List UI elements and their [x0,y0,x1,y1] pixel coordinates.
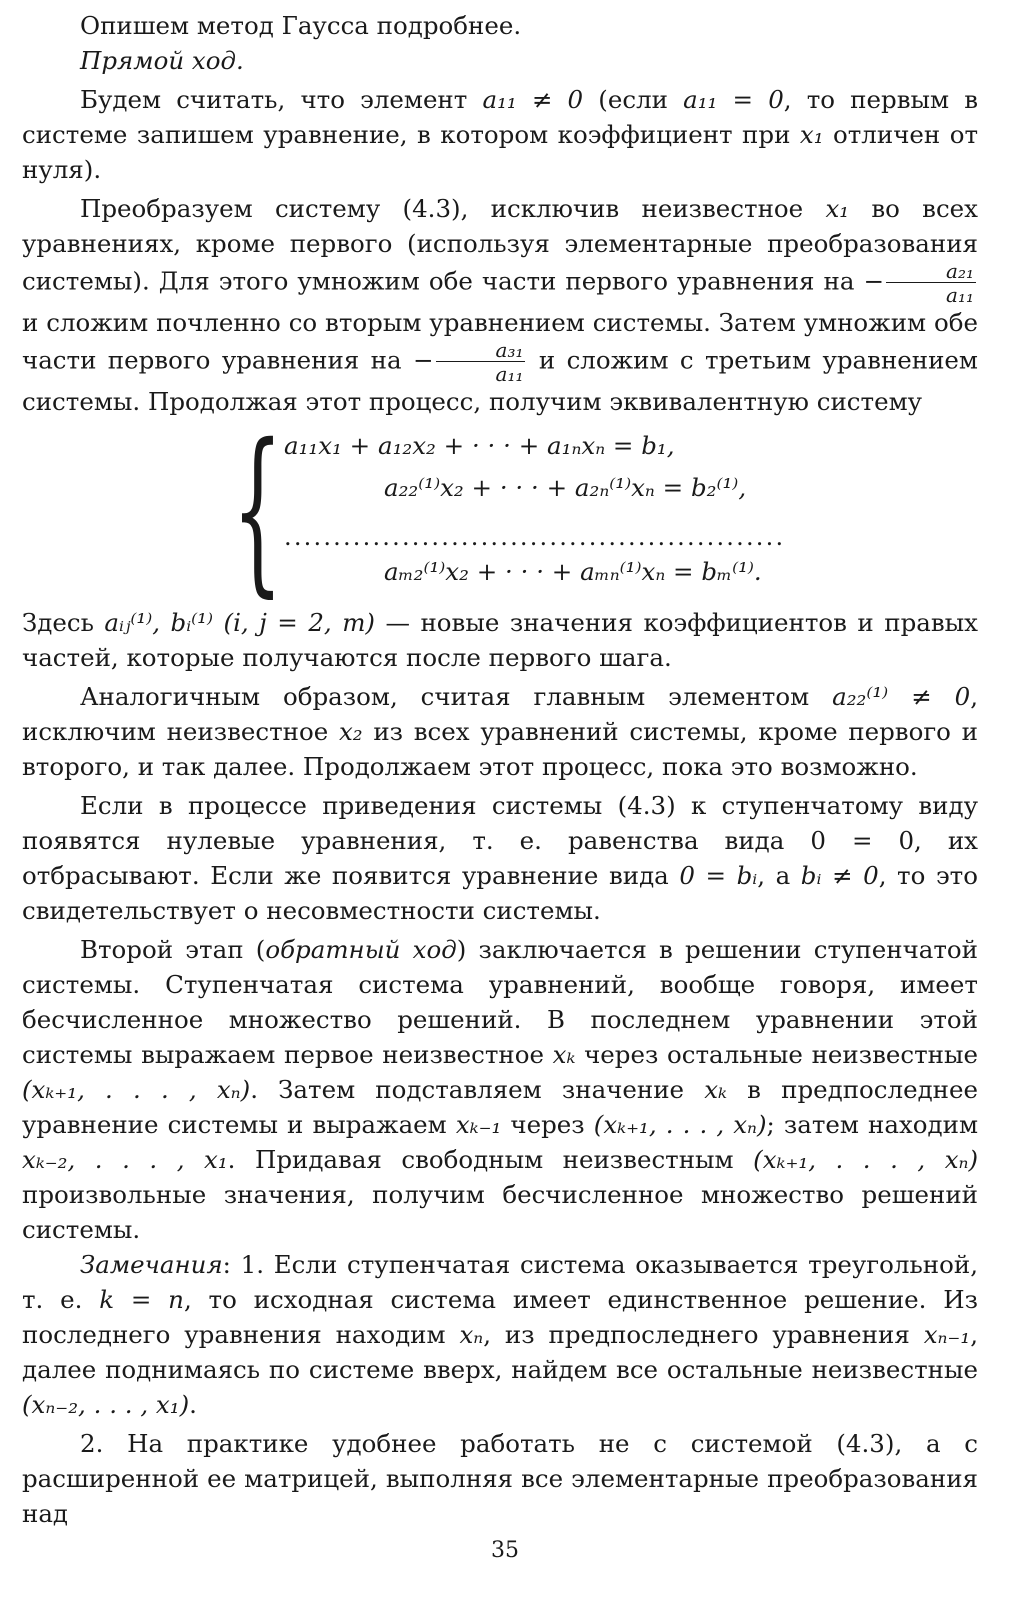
math: (xₖ₊₁, . . . , xₙ) [22,1075,251,1104]
math: xₖ [552,1040,576,1069]
paragraph-8 [22,932,978,1247]
text: Здесь [22,608,105,637]
math: a₁₁ ≠ 0 [482,85,584,114]
text: Опишем метод Гаусса подробнее. [80,11,522,40]
paragraph-intro [22,8,978,43]
math: x₁ [825,194,850,223]
math: xₙ [459,1320,484,1349]
text: , то исходная система имеет единственное решение. Из последнего уравнения находим [22,1285,978,1349]
text: из всех уравнений системы, кроме первого и второго, и так далее. Продолжаем этот процесс, пока это возможно. [22,717,978,781]
numerator: a₃₁ [436,340,526,362]
math: k = n [99,1285,184,1314]
left-brace: { [232,406,283,613]
paragraph-9 [22,1247,978,1422]
text: . [189,1390,197,1419]
paragraph-6 [22,679,978,784]
denominator: a₁₁ [946,283,974,307]
text: , исключим неизвестное [22,682,978,746]
text: и сложим почленно со вторым уравнением системы. Затем умножим обе части первого уравнения на [22,308,978,375]
equation-2: a₂₂⁽¹⁾x₂ + · · · + a₂ₙ⁽¹⁾xₙ = b₂⁽¹⁾, [384,473,747,502]
fraction-a21-a11 [886,261,976,305]
paragraph-7 [22,788,978,928]
text: (если [583,85,684,114]
text: , из предпоследнего уравнения [483,1320,924,1349]
document-page [22,8,978,1531]
math: bᵢ ≠ 0 [800,861,879,890]
math: xₙ₋₁ [923,1320,971,1349]
text: Будем считать, что элемент [80,85,483,114]
text: , далее поднимаясь по системе вверх, найдем все остальные неизвестные [22,1320,978,1384]
denominator: a₁₁ [495,362,524,386]
text: Прямой ход. [80,46,244,75]
text: в предпоследнее уравнение системы и выражаем [22,1075,978,1139]
text: : 1. Если ступенчатая система оказывается треугольной, т. е. [22,1250,978,1314]
text: через остальные неизвестные [575,1040,978,1069]
math: a₁₁ = 0 [683,85,784,114]
math: (xₙ₋₂, . . . , x₁) [22,1390,190,1419]
text: Второй этап ( [80,935,266,964]
math: xₖ₋₂, . . . , x₁ [22,1145,228,1174]
text: и сложим с третьим уравнением системы. Продолжая этот процесс, получим эквивалентную систему [22,345,978,416]
text: во всех уравнениях, кроме первого (используя элементарные преобразования системы). Для этого умножим обе части первого уравнения на [22,194,978,296]
text: . Затем подставляем значение [250,1075,705,1104]
numerator: a₂₁ [886,261,976,283]
paragraph-10 [22,1426,978,1531]
fraction-a31-a11 [436,340,526,384]
math: 0 = bᵢ [679,861,758,890]
math: x₂ [338,717,363,746]
paragraph-5 [22,605,978,675]
emphasis: Замечания [80,1250,223,1279]
math: a₂₂⁽¹⁾ ≠ 0 [832,682,971,711]
page-number: 35 [491,1538,519,1563]
math: xₖ [704,1075,727,1104]
text: 2. На практике удобнее работать не с системой (4.3), а с расширенной ее матрицей, выполняя все элементарные преобразования над [22,1429,978,1528]
text: ) заключается в решении ступенчатой системы. Ступенчатая система уравнений, вообще говоря, имеет бесчисленное множество решений. В последнем уравнении этой системы выражаем первое неизвестное [22,935,979,1069]
equation-dots: ................................................... [284,523,786,551]
text: , а [757,861,801,890]
text: Если в процессе приведения системы (4.3) к ступенчатому виду появятся нулевые уравнения, т. е. равенства вида 0 = 0, их отбрасывают. Если же появится уравнение вида [22,791,978,890]
math: aᵢⱼ⁽¹⁾, bᵢ⁽¹⁾ (i, j = 2, m) [104,608,375,637]
text: , то это свидетельствует о несовместности системы. [22,861,978,925]
paragraph-4: Преобразуем систему (4.3), исключив неизвестное x₁ во всех уравнениях, кроме первого (используя элементарные преобразования системы). Для этого умножим обе части первого уравнения на − $\frac{\text{a₂₁}}{\text{a₁₁}}$ и сложим почленно со вторым уравнением системы. Затем умножим обе части первого уравнения на − $\frac{\text{a₃₁}}{\text{a₁₁}}$ и сложим с третьим уравнением системы. Продолжая этот процесс, получим эквивалентную систему [22,194,978,416]
math: (xₖ₊₁, . . . , xₙ) [593,1110,767,1139]
math: xₖ₋₁ [455,1110,502,1139]
text: произвольные значения, получим бесчисленное множество решений системы. [22,1180,978,1244]
text: ; затем находим [766,1110,978,1139]
emphasis: обратный ход [265,935,457,964]
text: Аналогичным образом, считая главным элементом [80,682,833,711]
equation-3: aₘ₂⁽¹⁾x₂ + · · · + aₘₙ⁽¹⁾xₙ = bₘ⁽¹⁾. [384,557,762,586]
paragraph-3 [22,82,978,187]
equation-1: a₁₁x₁ + a₁₂x₂ + · · · + a₁ₙxₙ = b₁, [284,431,675,460]
equation-system [22,406,978,613]
text: через [501,1110,594,1139]
text: , то первым в системе запишем уравнение, в котором коэффициент при [22,85,978,149]
math: (xₖ₊₁, . . . , xₙ) [753,1145,979,1174]
text: . Придавая свободным неизвестным [227,1145,754,1174]
text: отличен от нуля). [22,120,978,184]
text: — новые значения коэффициентов и правых частей, которые получаются после первого шага. [22,608,978,672]
heading-forward-pass [22,43,978,78]
math: x₁ [799,120,824,149]
text: Преобразуем систему (4.3), исключив неизвестное [80,194,826,223]
